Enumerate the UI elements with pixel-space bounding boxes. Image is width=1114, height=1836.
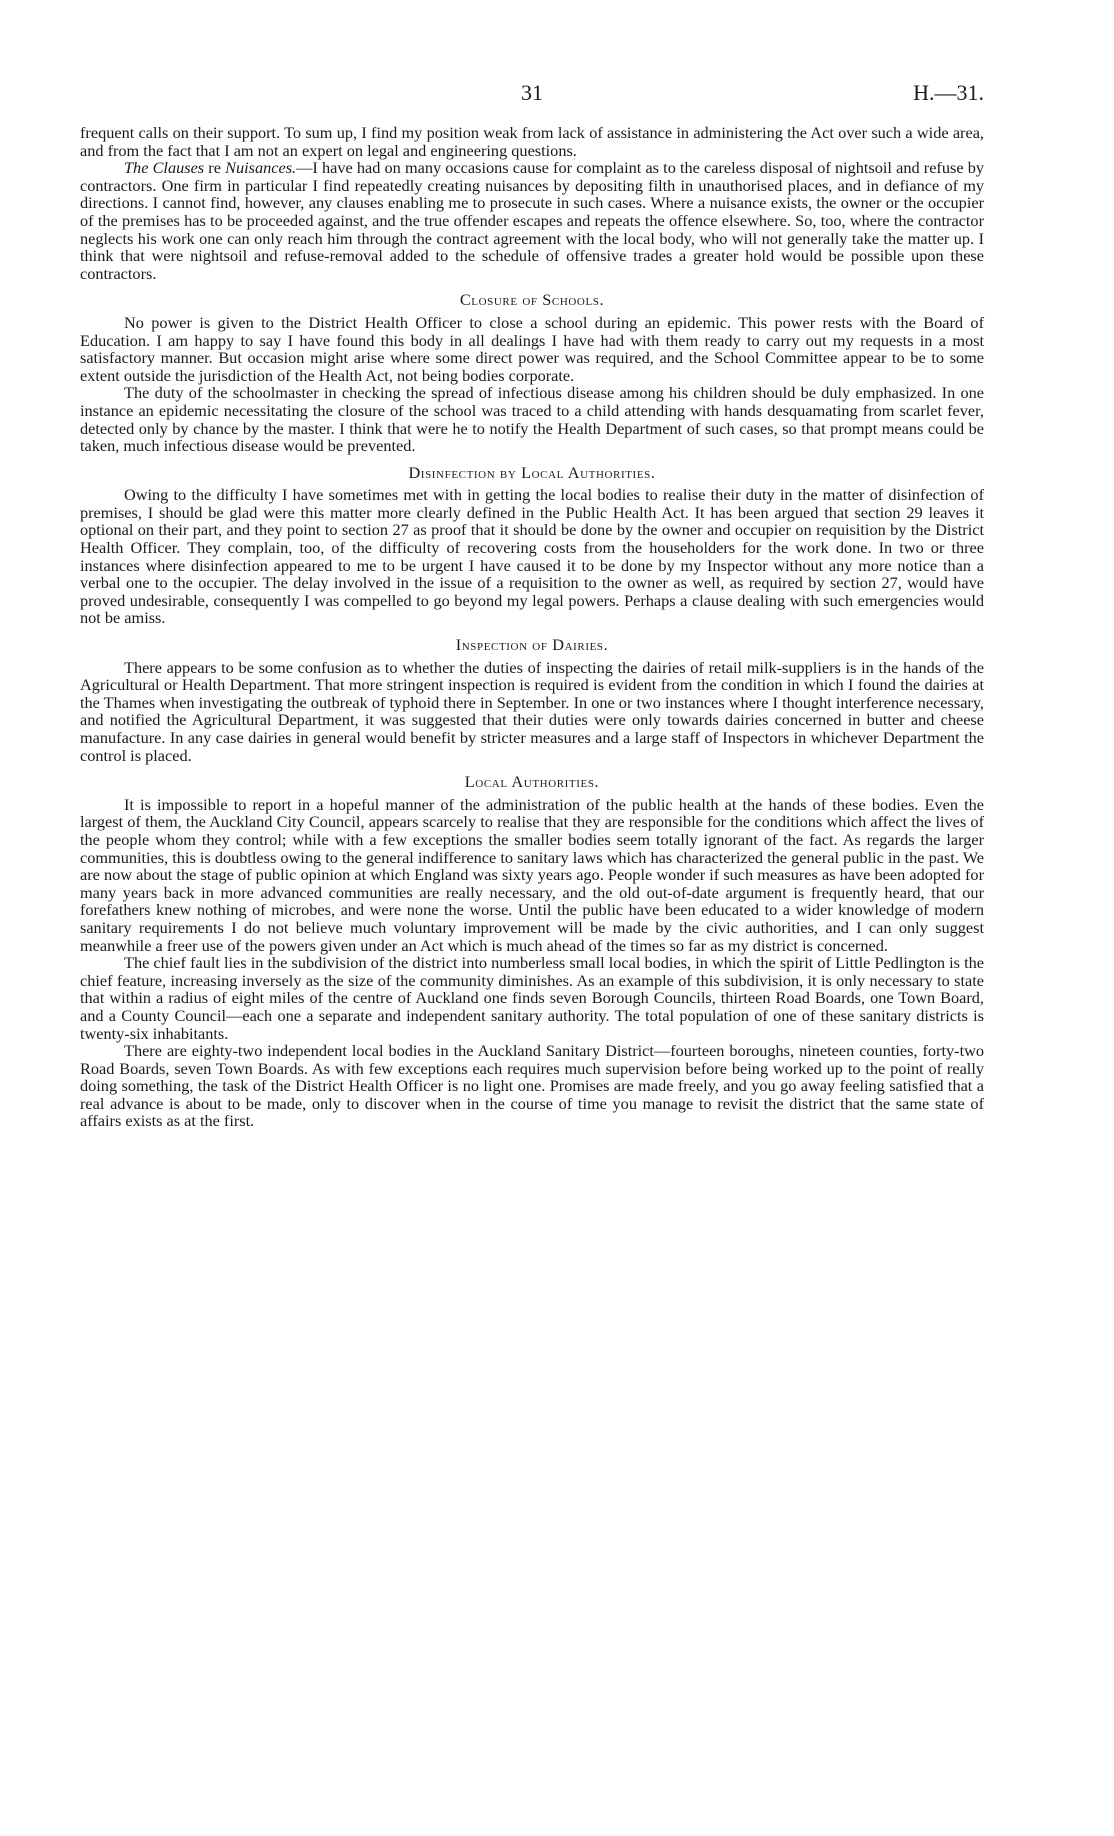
page-number: 31 (521, 80, 543, 105)
closure-paragraph-1: No power is given to the District Health Officer to close a school during an epidemic. This power rests with the Board of Education. I am happy to say I have found this body in all dealings I have had with them ready to carry out my requests in a most satisfactory manner. But occasion might arise where some direct power was required, and the School Committee appear to be to some extent outside the jurisdiction of the Health Act, not being bodies corporate. (80, 312, 984, 385)
local-authorities-paragraph-3: There are eighty-two independent local bodies in the Auckland Sanitary District—fourteen boroughs, nineteen counties, forty-two Road Boards, seven Town Boards. As with few exceptions each requires much supervision before being worked up to the point of really doing something, the task of the District Health Officer is no light one. Promises are made freely, and you go away feeling satisfied that a real advance is about to be made, only to discover when in the course of time you manage to revisit the district that the same state of affairs exists as at the first. (80, 1041, 984, 1131)
local-authorities-paragraph-2: The chief fault lies in the subdivision of the district into numberless small local bodies, in which the spirit of Little Pedlington is the chief feature, increasing inversely as the size of the community diminishes. As an example of this subdivision, it is only necessary to state that within a radius of eight miles of the centre of Auckland one finds seven Borough Councils, thirteen Road Boards, one Town Board, and a County Council—each one a separate and independent sanitary authority. The total population of one of these sanitary districts is twenty-six inhabitants. (80, 953, 984, 1043)
clauses-title-nuisances: Nuisances. (225, 158, 297, 178)
section-heading-closure-of-schools: Closure of Schools. (459, 290, 605, 310)
page-header (80, 78, 984, 124)
section-heading-local-authorities: Local Authorities. (464, 772, 600, 792)
clauses-title-re: re (204, 158, 226, 178)
section-heading-disinfection: Disinfection by Local Authorities. (408, 462, 656, 482)
intro-paragraph: frequent calls on their support. To sum up, I find my position weak from lack of assistance in administering the Act over such a wide area, and from the fact that I am not an expert on legal and engineering questions. (80, 123, 984, 160)
clauses-body-text: —I have had on many occasions cause for complaint as to the careless disposal of nightsoil and refuse by contractors. One firm in particular I find repeatedly creating nuisances by depositing filth in unauthorised places, and in defiance of my directions. I cannot find, however, any clauses enabling me to prosecute in such cases. Where a nuisance exists, the owner or the occupier of the premises has to be proceeded against, and the true offender escapes and repeats the offence elsewhere. So, too, where the contractor neglects his work one can only reach him through the contract agreement with the local body, who will not generally take the matter up. I think that were nightsoil and refuse-removal added to the schedule of offensive trades a greater hold would be possible upon these contractors. (80, 158, 984, 283)
disinfection-paragraph-1: Owing to the difficulty I have sometimes met with in getting the local bodies to realise their duty in the matter of disinfection of premises, I should be glad were this matter more clearly defined in the Public Health Act. It has been argued that section 29 leaves it optional on their part, and they point to section 27 as proof that it should be done by the owner and occupier on requisition by the District Health Officer. They complain, too, of the difficulty of recovering costs from the householders for the work done. In two or three instances where disinfection appeared to me to be urgent I have caused it to be done by my Inspector without any more notice than a verbal one to the occupier. The delay involved in the issue of a requisition to the owner as well, as required by section 27, would have proved undesirable, consequently I was compelled to go beyond my legal powers. Perhaps a clause dealing with such emergencies would not be amiss. (80, 485, 984, 628)
clauses-nuisances-paragraph (80, 159, 984, 282)
document-reference: H.—31. (913, 80, 984, 105)
section-heading-inspection-of-dairies: Inspection of Dairies. (455, 635, 609, 655)
dairies-paragraph-1: There appears to be some confusion as to whether the duties of inspecting the dairies of retail milk-suppliers is in the hands of the Agricultural or Health Department. That more stringent inspection is required is evident from the condition in which I found the dairies at the Thames when investigating the outbreak of typhoid there in September. In one or two instances where I thought interference necessary, and notified the Agricultural Department, it was suggested that their duties were only towards dairies concerned in butter and cheese manufacture. In any case dairies in general would benefit by stricter measures and a large staff of Inspectors in whichever Department the control is placed. (80, 657, 984, 765)
local-authorities-paragraph-1: It is impossible to report in a hopeful manner of the administration of the public health at the hands of these bodies. Even the largest of them, the Auckland City Council, appears scarcely to realise that they are responsible for the conditions which affect the lives of the people whom they control; while with a few exceptions the smaller bodies seem totally ignorant of the fact. As regards the larger communities, this is doubtless owing to the general indifference to sanitary laws which has characterized the general public in the past. We are now about the stage of public opinion at which England was sixty years ago. People wonder if such measures as have been adopted for many years back in more advanced communities are really necessary, and the old out-of-date argument is frequently heard, that our forefathers knew nothing of microbes, and were none the worse. Until the public have been educated to a wider knowledge of modern sanitary requirements I do not believe much voluntary improvement will be made by the civic authorities, and I can only suggest meanwhile a freer use of the powers given under an Act which is much ahead of the times so far as my district is concerned. (80, 794, 984, 955)
document-page (80, 78, 984, 1130)
closure-paragraph-2: The duty of the schoolmaster in checking the spread of infectious disease among his children should be duly emphasized. In one instance an epidemic necessitating the closure of the school was traced to a child attending with hands desquamating from scarlet fever, detected only by chance by the master. I think that were he to notify the Health Department of such cases, so that prompt means could be taken, much infectious disease would be prevented. (80, 383, 984, 456)
clauses-title-italic: The Clauses (124, 158, 205, 178)
